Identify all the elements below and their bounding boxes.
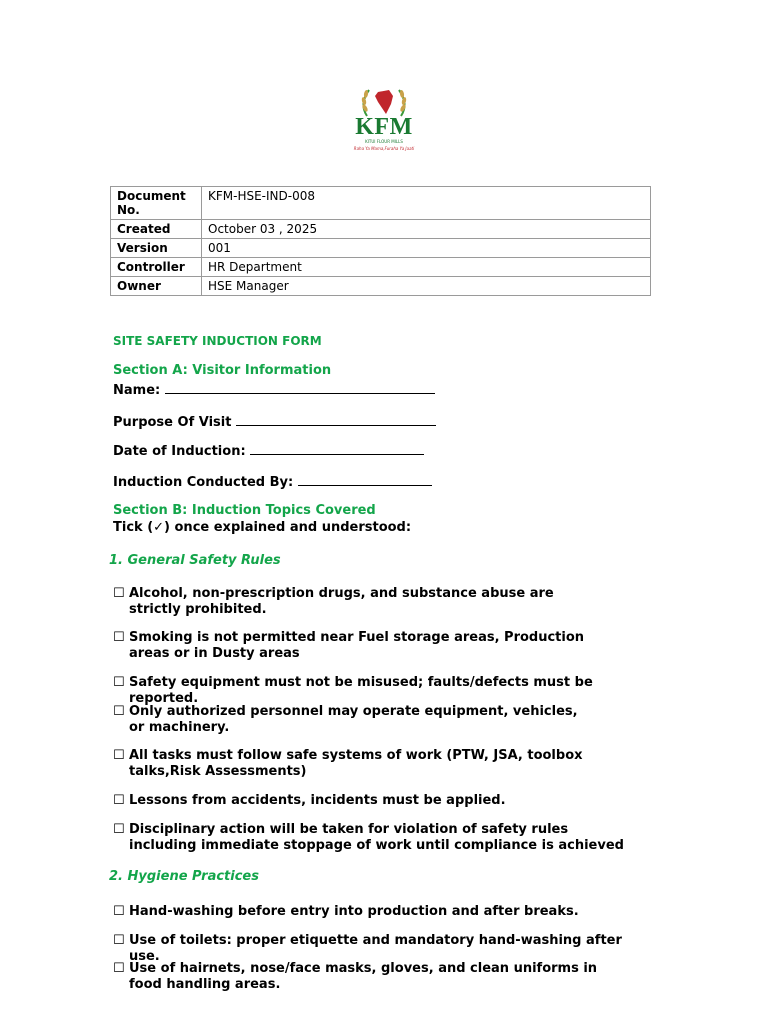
item-text: Safety equipment must not be misused; faults/defects must be reported. [129, 675, 593, 706]
date-line[interactable] [250, 442, 424, 455]
instruction-text: Tick (✓) once explained and understood: [113, 520, 412, 535]
item-text: Disciplinary action will be taken for violation of safety rules including immediate stoppage of work until compliance is achieved [129, 822, 624, 853]
checklist-item[interactable] [113, 704, 643, 736]
name-line[interactable] [165, 381, 435, 394]
checklist-item[interactable] [113, 586, 643, 618]
item-text: Use of toilets: proper etiquette and mandatory hand-washing after use. [129, 933, 622, 964]
table-row [111, 258, 651, 277]
field-label: Purpose Of Visit [113, 415, 232, 430]
meta-label: Created [111, 220, 202, 239]
conducted-by-field[interactable] [113, 473, 432, 490]
field-label: Name: [113, 383, 161, 398]
checklist-item[interactable] [113, 961, 643, 993]
checkbox-icon[interactable]: ☐ [113, 793, 125, 808]
checklist-item[interactable] [113, 748, 643, 780]
item-text: Only authorized personnel may operate equipment, vehicles, or machinery. [129, 704, 578, 735]
field-label: Date of Induction: [113, 444, 246, 459]
checklist-item[interactable] [113, 793, 643, 809]
item-text: Smoking is not permitted near Fuel storage areas, Production areas or in Dusty areas [129, 630, 585, 661]
checkbox-icon[interactable]: ☐ [113, 586, 125, 601]
checkbox-icon[interactable]: ☐ [113, 675, 125, 690]
section-b-heading: Section B: Induction Topics Covered [113, 503, 376, 518]
checkbox-icon[interactable]: ☐ [113, 748, 125, 763]
conducted-by-line[interactable] [298, 473, 432, 486]
document-meta-table [110, 186, 651, 296]
group-title: 2. Hygiene Practices [109, 869, 259, 884]
meta-label: Owner [111, 277, 202, 296]
date-field[interactable] [113, 442, 424, 459]
table-row [111, 187, 651, 220]
item-text: Use of hairnets, nose/face masks, gloves, and clean uniforms in food handling areas. [129, 961, 598, 992]
checkbox-icon[interactable]: ☐ [113, 904, 125, 919]
meta-value: HR Department [202, 258, 651, 277]
logo-text: KFM [355, 114, 413, 140]
checkbox-icon[interactable]: ☐ [113, 961, 125, 976]
form-title: SITE SAFETY INDUCTION FORM [113, 334, 322, 348]
checklist-item[interactable] [113, 630, 643, 662]
checklist-item[interactable] [113, 904, 643, 920]
meta-value: October 03 , 2025 [202, 220, 651, 239]
meta-label: Document No. [111, 187, 202, 220]
table-row [111, 277, 651, 296]
meta-value: 001 [202, 239, 651, 258]
item-text: Hand-washing before entry into production and after breaks. [129, 904, 579, 919]
table-row [111, 239, 651, 258]
checkbox-icon[interactable]: ☐ [113, 704, 125, 719]
section-a-heading: Section A: Visitor Information [113, 363, 332, 378]
kfm-logo [345, 86, 423, 156]
logo-subtitle: KITUI FLOUR MILLS [365, 139, 403, 144]
meta-label: Controller [111, 258, 202, 277]
group-title: 1. General Safety Rules [109, 553, 281, 568]
meta-value: KFM-HSE-IND-008 [202, 187, 651, 220]
checklist-item[interactable] [113, 675, 643, 707]
table-row [111, 220, 651, 239]
field-label: Induction Conducted By: [113, 475, 294, 490]
checkbox-icon[interactable]: ☐ [113, 630, 125, 645]
purpose-field[interactable] [113, 413, 436, 430]
logo-tagline: Raha Ya Mama,Furaha Ya Jaati [353, 146, 415, 151]
item-text: Lessons from accidents, incidents must be applied. [129, 793, 506, 808]
meta-label: Version [111, 239, 202, 258]
item-text: Alcohol, non-prescription drugs, and substance abuse are strictly prohibited. [129, 586, 554, 617]
checkbox-icon[interactable]: ☐ [113, 933, 125, 948]
item-text: All tasks must follow safe systems of work (PTW, JSA, toolbox talks,Risk Assessments) [129, 748, 583, 779]
checklist-item[interactable] [113, 822, 643, 854]
checkbox-icon[interactable]: ☐ [113, 822, 125, 837]
purpose-line[interactable] [236, 413, 436, 426]
name-field[interactable] [113, 381, 435, 398]
meta-value: HSE Manager [202, 277, 651, 296]
